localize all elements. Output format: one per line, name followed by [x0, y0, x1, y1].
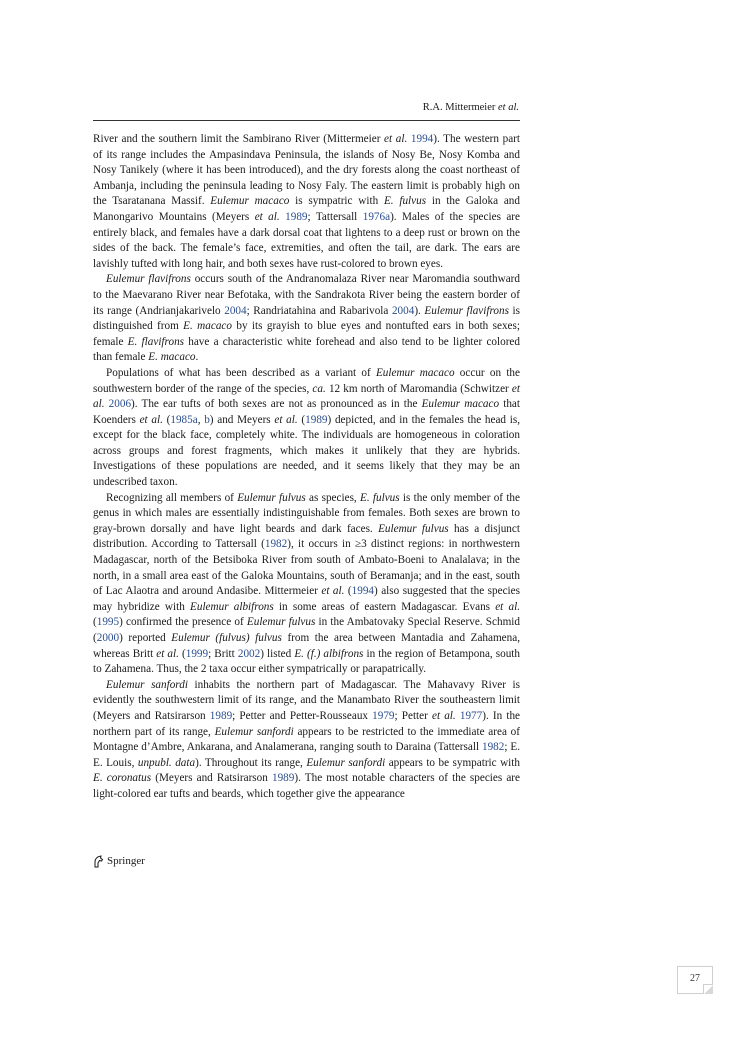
citation-link[interactable]: 1976a [362, 210, 391, 223]
citation-link[interactable]: 1979 [372, 709, 395, 722]
italic-text: unpubl. data [137, 756, 196, 769]
italic-text: Eulemur fulvus [378, 522, 449, 535]
citation-link[interactable]: 1994 [351, 585, 375, 598]
italic-text: Eulemur (fulvus) fulvus [171, 632, 282, 644]
italic-text: Eulemur fulvus [246, 616, 316, 629]
italic-text: et al. [274, 413, 298, 426]
italic-text: Eulemur fulvus [237, 491, 306, 504]
paragraph: Recognizing all members of Eulemur fulvus as species, E. fulvus is the only member of the genus in which males are essentially indistinguishable from females. Both sexes are brown to gray-brown dorsally and have light beards and dark faces. Eulemur fulvus has a disjunct distribution. According to Tattersall (1982), it occurs in ≥3 distinct regions: in northwestern Madagascar, north of the Betsiboka River from south of Ambato-Boeni to Analalava; in the north, in a small area east of the Galoka Mountains, south of Beramanja; and in the east, south of Lac Alaotra and around Andasibe. Mittermeier et al. (1994) also suggested that the species may hybridize with Eulemur albifrons in some areas of eastern Madagascar. Evans et al. (1995) confirmed the presence of Eulemur fulvus in the Ambatovaky Special Reserve. Schmid (2000) reported Eulemur (fulvus) fulvus from the area between Mantadia and Zahamena, whereas Britt et al. (1999; Britt 2002) listed E. (f.) albifrons in the region of Betampona, south to Zahamena. Thus, the 2 taxa occur either sympatrically or parapatrically. [93, 491, 521, 676]
page-number: 27 [690, 973, 700, 984]
citation-link[interactable]: 2000 [96, 632, 120, 644]
citation-link[interactable]: 1989 [305, 413, 328, 426]
italic-text: et al. [432, 709, 456, 722]
citation-link[interactable]: 1977 [459, 709, 483, 722]
citation-link[interactable]: 2002 [237, 647, 261, 660]
paragraph: River and the southern limit the Sambirano River (Mittermeier et al. 1994). The western part of its range includes the Ampasindava Peninsula, the islands of Nosy Be, Nosy Komba and Nosy Tanikely (where it has been introduced), and the dry forests along the coast northeast of Ambanja, including the peninsula leading to Nosy Faly. The eastern limit is probably high on the Tsaratanana Massif. Eulemur macaco is sympatric with E. fulvus in the Galoka and Manongarivo Mountains (Meyers et al. 1989; Tattersall 1976a). Males of the species are entirely black, and females have a dark dorsal coat that lightens to a deep rust or brown on the sides of the back. The female’s face, extremities, and often the tail, are dark. The ears are lavishly tufted with long hair, and both sexes have rust-colored to brown eyes. [93, 133, 520, 270]
header-rule [93, 120, 520, 121]
italic-text: E. fulvus [360, 491, 400, 504]
italic-text: et al. [384, 133, 408, 145]
citation-link[interactable]: 1982 [481, 741, 505, 754]
citation-link[interactable]: 1995 [96, 616, 120, 629]
italic-text: Eulemur sanfordi [214, 725, 294, 738]
italic-text: ca. [312, 382, 326, 395]
italic-text: Eulemur macaco [210, 195, 290, 208]
italic-text: Eulemur sanfordi [106, 678, 188, 691]
italic-text: Eulemur macaco [421, 398, 500, 411]
italic-text: E. macaco [183, 320, 232, 333]
citation-link[interactable]: 1999 [185, 647, 209, 660]
italic-text: E. flavifrons [127, 335, 185, 348]
paragraph: Populations of what has been described as a variant of Eulemur macaco occur on the southwestern border of the range of the species, ca. 12 km north of Maromandia (Schwitzer et al. 2006). The ear tufts of both sexes are not as pronounced as in the Eulemur macaco that Koenders et al. (1985a, b) and Meyers et al. (1989) depicted, and in the females the head is, except for the black face, completely white. The individuals are homogeneous in coloration across groups and forest fragments, which makes it unlikely that they are hybrids. Investigations of these populations are needed, and it seems likely that they may be an undescribed taxon. [93, 366, 520, 489]
italic-text: et al. [495, 600, 520, 613]
citation-link[interactable]: 2004 [224, 304, 247, 317]
running-head: R.A. Mittermeier et al. [422, 102, 519, 113]
italic-text: E. fulvus [383, 195, 427, 208]
running-head-italic: et al. [498, 102, 519, 113]
italic-text: Eulemur macaco [375, 366, 455, 379]
italic-text: Eulemur albifrons [190, 600, 274, 613]
citation-link[interactable]: 2006 [108, 398, 132, 411]
publisher-name: Springer [107, 855, 145, 867]
page-number-box [677, 966, 713, 994]
italic-text: et al. [321, 585, 345, 598]
citation-link[interactable]: 1985a [170, 413, 198, 426]
citation-link[interactable]: 1989 [209, 709, 233, 722]
italic-text: et al. [139, 413, 163, 426]
citation-link[interactable]: 1989 [285, 210, 308, 223]
citation-link[interactable]: 2004 [391, 304, 415, 317]
citation-link[interactable]: 1989 [271, 772, 295, 785]
italic-text: Eulemur flavifrons [424, 304, 509, 317]
italic-text: et al. [93, 382, 520, 411]
italic-text: Eulemur flavifrons [106, 273, 191, 286]
citation-link[interactable]: 1994 [410, 133, 434, 145]
italic-text: et al. [254, 210, 280, 223]
citation-link[interactable]: b [204, 413, 210, 426]
italic-text: et al. [156, 647, 179, 660]
page-curl-icon [703, 984, 713, 994]
citation-link[interactable]: 1982 [264, 538, 288, 551]
italic-text: E. coronatus [93, 772, 152, 785]
italic-text: E. (f.) albifrons [294, 647, 364, 660]
italic-text: Eulemur sanfordi [306, 756, 386, 769]
body-text [93, 132, 520, 803]
publisher-logo [93, 854, 145, 868]
springer-horse-icon [93, 855, 104, 868]
paragraph: Eulemur flavifrons occurs south of the Andranomalaza River near Maromandia southward to the Maevarano River near Befotaka, with the Sandrakota River being the eastern border of its range (Andrianjakarivelo 2004; Randriatahina and Rabarivola 2004). Eulemur flavifrons is distinguished from E. macaco by its grayish to blue eyes and nontufted ears in both sexes; female E. flavifrons have a characteristic white forehead and also tend to be lighter colored than female E. macaco. [93, 273, 520, 364]
italic-text: E. macaco [148, 351, 196, 364]
paragraph: Eulemur sanfordi inhabits the northern part of Madagascar. The Mahavavy River is evidently the southwestern limit of its range, and the Manambato River the southeastern limit (Meyers and Ratsirarson 1989; Petter and Petter-Rousseaux 1979; Petter et al. 1977). In the northern part of its range, Eulemur sanfordi appears to be restricted to the immediate area of Montagne d’Ambre, Ankarana, and Analamerana, ranging south to Daraina (Tattersall 1982; E. E. Louis, unpubl. data). Throughout its range, Eulemur sanfordi appears to be sympatric with E. coronatus (Meyers and Ratsirarson 1989). The most notable characters of the species are light-colored ear tufts and beards, which together give the appearance [93, 678, 521, 800]
